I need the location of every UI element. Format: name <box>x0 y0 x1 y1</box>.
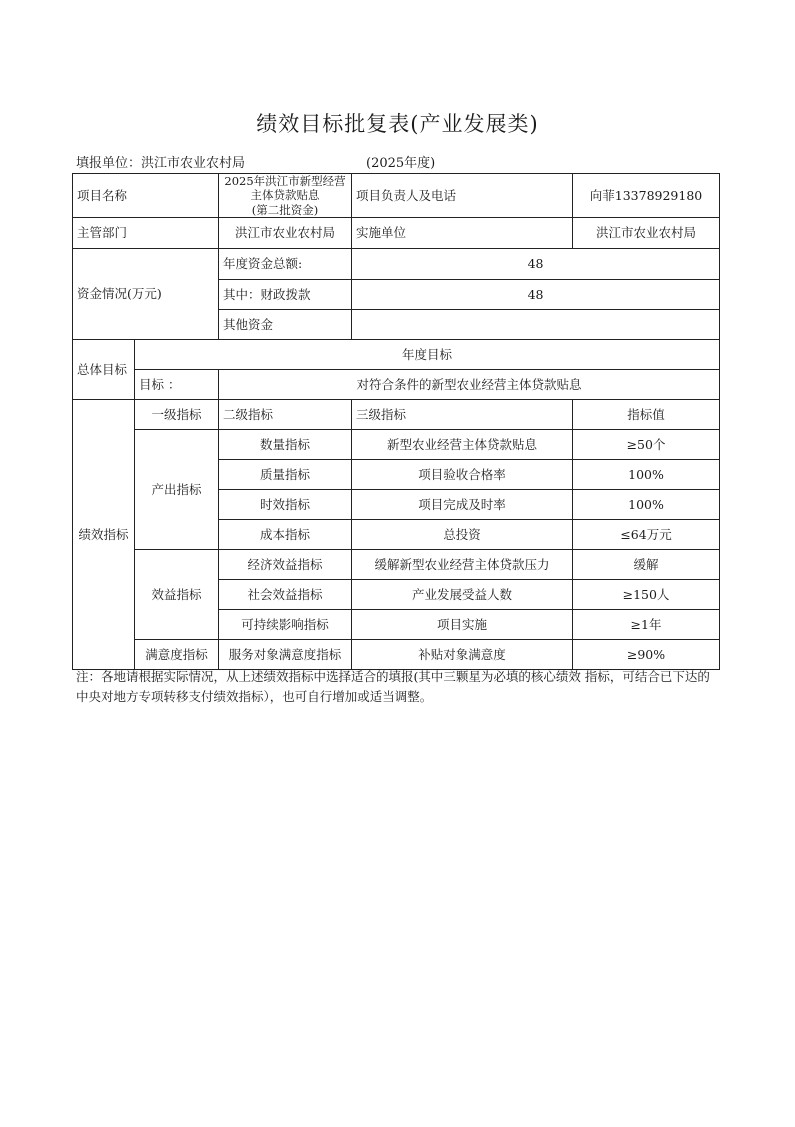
output-label: 产出指标 <box>135 430 219 550</box>
benefit-label: 效益指标 <box>135 550 219 640</box>
row-value: ≤64万元 <box>573 520 720 550</box>
row-l3: 新型农业经营主体贷款贴息 <box>352 430 573 460</box>
table-row <box>73 340 720 370</box>
header-l2: 二级指标 <box>219 400 352 430</box>
row-l3: 总投资 <box>352 520 573 550</box>
row-value: 缓解 <box>573 550 720 580</box>
footnote: 注：各地请根据实际情况，从上述绩效指标中选择适合的填报(其中三颗星为必填的核心绩效 指标，可结合已下达的中央对地方专项转移支付绩效指标），也可自行增加或适当调整。 <box>76 669 710 704</box>
row-value: ≥90% <box>573 640 720 670</box>
funds-total-value: 48 <box>352 249 720 280</box>
page-title: 绩效目标批复表(产业发展类) <box>256 112 539 136</box>
row-l2: 成本指标 <box>219 520 352 550</box>
table-row <box>73 550 720 580</box>
fill-unit: 填报单位：洪江市农业农村局 <box>76 156 246 171</box>
target-label: 目标 ： <box>135 370 219 400</box>
row-l2: 时效指标 <box>219 490 352 520</box>
table-row <box>73 249 720 280</box>
project-name-line2: (第二批资金) <box>251 202 319 217</box>
row-l2: 社会效益指标 <box>219 580 352 610</box>
table-row <box>73 370 720 400</box>
funds-total-label: 年度资金总额: <box>219 249 352 280</box>
project-name-label: 项目名称 <box>73 174 219 218</box>
header-l3: 三级指标 <box>352 400 573 430</box>
dept-label: 主管部门 <box>73 218 219 249</box>
performance-target-table-main <box>72 173 720 670</box>
table-row <box>73 400 720 430</box>
row-value: ≥150人 <box>573 580 720 610</box>
funds-other-label: 其他资金 <box>219 310 352 340</box>
contact-value: 向菲13378929180 <box>573 174 720 218</box>
funds-other-value <box>352 310 720 340</box>
table-row <box>73 430 720 460</box>
row-l2: 经济效益指标 <box>219 550 352 580</box>
impl-label: 实施单位 <box>352 218 573 249</box>
row-value: ≥50个 <box>573 430 720 460</box>
row-l3: 项目完成及时率 <box>352 490 573 520</box>
row-l3: 项目验收合格率 <box>352 460 573 490</box>
target-text: 对符合条件的新型农业经营主体贷款贴息 <box>219 370 720 400</box>
row-l3: 项目实施 <box>352 610 573 640</box>
header-l1: 一级指标 <box>135 400 219 430</box>
row-l3: 缓解新型农业经营主体贷款压力 <box>352 550 573 580</box>
header-value: 指标值 <box>573 400 720 430</box>
project-name-cell <box>219 174 352 218</box>
funds-label: 资金情况(万元) <box>73 249 219 340</box>
row-l3: 产业发展受益人数 <box>352 580 573 610</box>
dept-value: 洪江市农业农村局 <box>219 218 352 249</box>
fiscal-year: (2025年度) <box>366 156 436 171</box>
satisfaction-label: 满意度指标 <box>135 640 219 670</box>
table-row <box>73 174 720 218</box>
table-row <box>73 218 720 249</box>
funds-fiscal-value: 48 <box>352 280 720 310</box>
row-value: ≥1年 <box>573 610 720 640</box>
funds-fiscal-label: 其中：财政拨款 <box>219 280 352 310</box>
annual-target-label: 年度目标 <box>135 340 720 370</box>
row-value: 100% <box>573 460 720 490</box>
row-l2: 可持续影响指标 <box>219 610 352 640</box>
row-l2: 服务对象满意度指标 <box>219 640 352 670</box>
row-value: 100% <box>573 490 720 520</box>
row-l2: 数量指标 <box>219 430 352 460</box>
row-l2: 质量指标 <box>219 460 352 490</box>
impl-value: 洪江市农业农村局 <box>573 218 720 249</box>
perf-label: 绩效指标 <box>73 400 135 670</box>
project-name-line1: 2025年洪江市新型经营主体贷款贴息 <box>224 174 346 203</box>
contact-label: 项目负责人及电话 <box>352 174 573 218</box>
row-l3: 补贴对象满意度 <box>352 640 573 670</box>
table-row <box>73 640 720 670</box>
overall-label: 总体目标 <box>73 340 135 400</box>
